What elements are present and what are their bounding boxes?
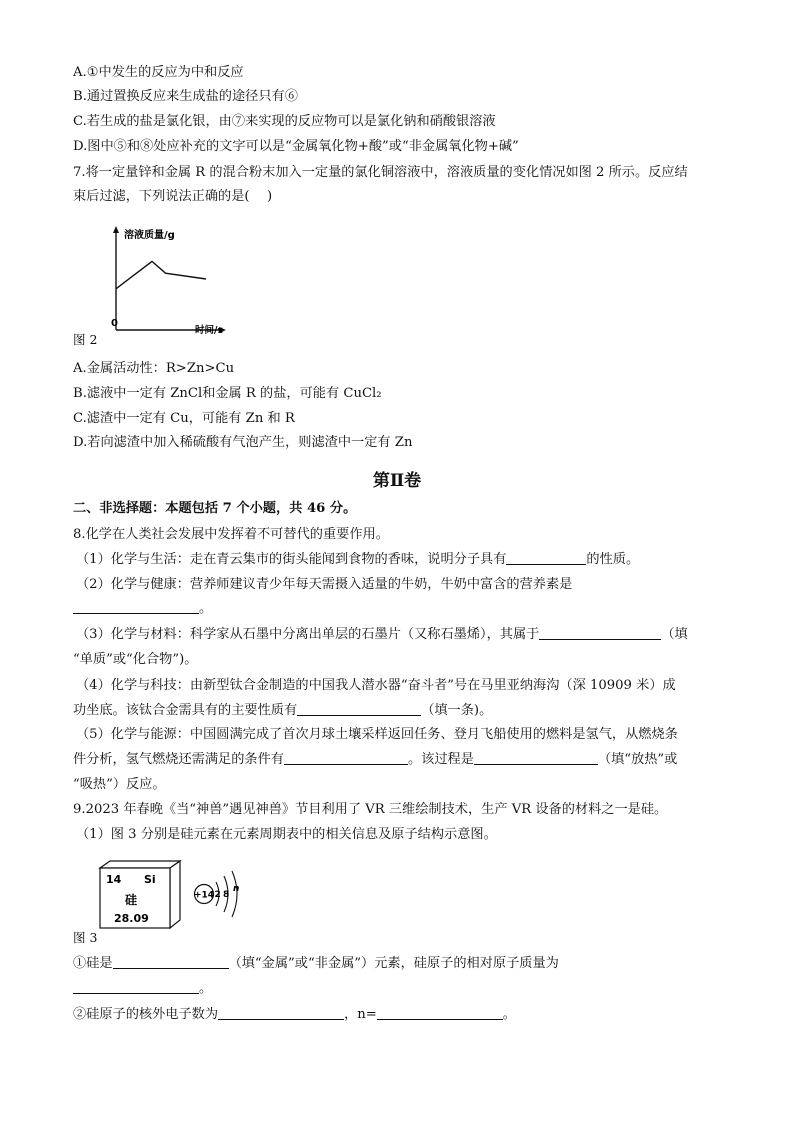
q6-option-c: C.若生成的盐是氯化银，由⑦来实现的反应物可以是氯化钠和硝酸银溶液 [73,114,496,129]
q9-sub1-answer [73,980,212,998]
q9-sub2-mid: ，n= [344,1007,377,1022]
q8-part5-blank-conditions[interactable] [284,751,408,765]
q9-sub2-tail: 。 [502,1007,516,1022]
periodic-table-cell [100,861,180,928]
q8-part3-text: （3）化学与材料：科学家从石墨中分离出单层的石墨片（又称石墨烯），其属于 [76,627,540,642]
q7-figure-label: 图 2 [73,332,98,347]
q8-part2: （2）化学与健康：营养师建议青少年每天需摄入适量的牛奶，牛奶中富含的营养素是 [76,577,573,592]
q9-stem: 9.2023 年春晚《当“神兽”遇见神兽》节目利用了 VR 三维绘制技术，生产 VR 设备的材料之一是硅。 [73,802,668,817]
q7-option-a: A.金属活动性：R>Zn>Cu [73,361,235,376]
q9-sub1 [73,955,559,973]
nucleus-charge: +14 [193,890,215,901]
q9-sub2-blank-n[interactable] [377,1006,503,1020]
q8-part4-cont [73,702,492,720]
section-title: 第Ⅱ卷 [372,471,422,491]
electron-shell-3 [232,871,240,917]
q8-part3-cont: “单质”或“化合物”)。 [73,652,198,667]
atom-structure-diagram [194,871,239,917]
q7-figure-chart [100,222,230,340]
q8-part5-end: “吸热”）反应。 [73,777,166,792]
shell-2-electrons: 8 [223,890,230,900]
atomic-mass: 28.09 [114,912,149,925]
q8-part2-answer [73,600,212,618]
q9-sub2 [73,1006,516,1024]
shell-3-electrons: n [233,884,240,894]
q6-option-d: D.图中⑤和⑧处应补充的文字可以是“金属氧化物+酸”或“非金属氧化物+碱” [73,139,519,154]
q9-sub1-tail: 。 [199,981,213,996]
q8-part1 [76,551,639,569]
q8-part3-tail: （填 [661,627,688,642]
q8-part4-tail: （填一条)。 [421,703,493,718]
q8-part5-blank-heat[interactable] [474,751,598,765]
q8-part5-cont [73,751,677,769]
origin-label: 0 [111,318,118,329]
q8-part4-text: 功坐底。该钛合金需具有的主要性质有 [73,703,298,718]
q9-sub1-blank-type[interactable] [113,955,229,969]
q9-sub2-text: ②硅原子的核外电子数为 [73,1007,219,1022]
q8-part5-tail: （填“放热”或 [597,752,678,767]
q8-part2-blank[interactable] [73,600,199,614]
q9-part1: （1）图 3 分别是硅元素在元素周期表中的相关信息及原子结构示意图。 [76,827,497,842]
q9-sub1-blank-mass[interactable] [73,980,199,994]
q7-stem-line2: 束后过滤，下列说法正确的是( ) [73,189,273,204]
q8-part3-blank[interactable] [539,626,661,640]
x-axis-label: 时间/s [195,325,224,336]
q8-part5-mid: 。该过程是 [408,752,474,767]
y-axis-arrow [113,226,119,233]
shell-1-electrons: 2 [214,890,221,900]
q9-sub2-blank-electrons[interactable] [218,1006,344,1020]
q8-part1-blank[interactable] [506,551,586,565]
q8-part1-text: （1）化学与生活：走在青云集市的街头能闻到食物的香味，说明分子具有 [76,552,507,567]
element-name: 硅 [125,893,138,907]
q7-stem-line1: 7.将一定量锌和金属 R 的混合粉末加入一定量的氯化铜溶液中，溶液质量的变化情况如图 2 所示。反应结 [73,165,688,180]
q9-sub1-text: ①硅是 [73,956,113,971]
q7-option-b: B.滤液中一定有 ZnCl和金属 R 的盐，可能有 CuCl₂ [73,386,382,401]
q8-part4-blank[interactable] [297,702,421,716]
q6-option-b: B.通过置换反应来生成盐的途径只有⑥ [73,89,298,104]
q8-stem: 8.化学在人类社会发展中发挥着不可替代的重要作用。 [73,527,389,542]
q8-part4: （4）化学与科技：由新型钛合金制造的中国我人潜水器“奋斗者”号在马里亚纳海沟（深 10909 米）成 [76,678,676,693]
atomic-number: 14 [106,873,122,886]
q9-figure-label: 图 3 [73,930,98,945]
q8-part3 [76,626,688,644]
part2-header: 二、非选择题：本题包括 7 个小题，共 46 分。 [73,501,357,516]
q8-part1-tail: 的性质。 [586,552,640,567]
element-symbol: Si [144,873,156,886]
y-axis-label: 溶液质量/g [124,230,175,241]
q7-option-d: D.若向滤渣中加入稀硫酸有气泡产生，则滤渣中一定有 Zn [73,435,413,450]
q8-part2-tail: 。 [199,601,213,616]
solution-mass-series-line [116,261,206,288]
q9-figure [92,860,252,932]
q6-option-a: A.①中发生的反应为中和反应 [73,65,244,80]
q8-part5: （5）化学与能源：中国圆满完成了首次月球土壤采样返回任务、登月飞船使用的燃料是氢气，从燃烧条 [76,727,678,742]
q7-option-c: C.滤渣中一定有 Cu，可能有 Zn 和 R [73,411,295,426]
q9-sub1-mid: （填“金属”或“非金属”）元素，硅原子的相对原子质量为 [228,956,559,971]
q8-part5-text: 件分析，氢气燃烧还需满足的条件有 [73,752,284,767]
